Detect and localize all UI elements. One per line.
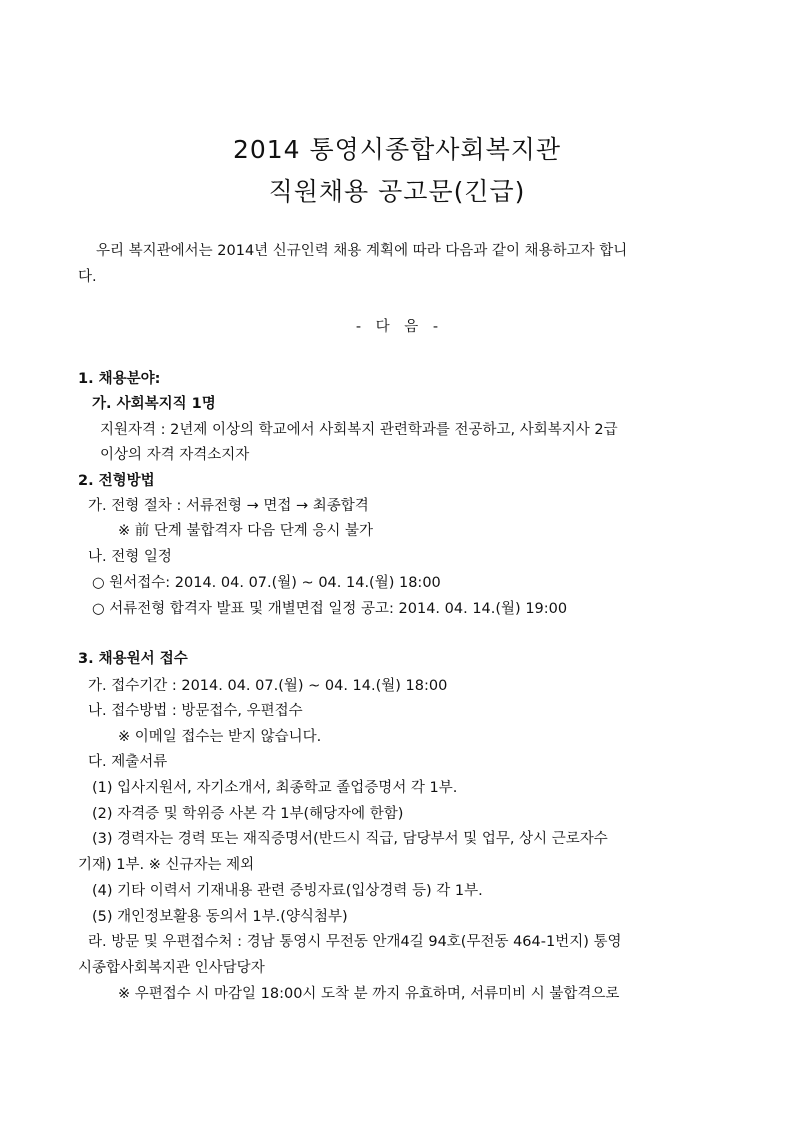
section1-qualification-line2: 이상의 자격 자격소지자	[100, 447, 250, 463]
section1-qualification-line1: 지원자격 : 2년제 이상의 학교에서 사회복지 관련학과를 전공하고, 사회복지사 2급	[100, 422, 618, 438]
section3-document-5: (5) 개인정보활용 동의서 1부.(양식첨부)	[92, 909, 348, 925]
document-title-line2: 직원채용 공고문(긴급)	[268, 177, 526, 206]
section2-schedule-item1: ○ 원서접수: 2014. 04. 07.(월) ~ 04. 14.(월) 18:00	[92, 575, 441, 591]
section3-submission-place-line2: 시종합사회복지관 인사담당자	[78, 960, 265, 976]
section2-procedure: 가. 전형 절차 : 서류전형 → 면접 → 최종합격	[88, 498, 369, 514]
section2-procedure-note: ※ 前 단계 불합격자 다음 단계 응시 불가	[118, 523, 374, 539]
section3-heading: 3. 채용원서 접수	[78, 651, 188, 667]
section3-submission-note: ※ 우편접수 시 마감일 18:00시 도착 분 까지 유효하며, 서류미비 시 불합격으로	[118, 986, 620, 1002]
section3-submission-place-line1: 라. 방문 및 우편접수처 : 경남 통영시 무전동 안개4길 94호(무전동 464-1번지) 통영	[88, 934, 622, 950]
section1-heading: 1. 채용분야:	[78, 371, 161, 387]
section3-document-2: (2) 자격증 및 학위증 사본 각 1부(해당자에 한함)	[92, 806, 404, 822]
section3-document-1: (1) 입사지원서, 자기소개서, 최종학교 졸업증명서 각 1부.	[92, 780, 458, 796]
section2-schedule-heading: 나. 전형 일정	[88, 549, 172, 565]
section2-heading: 2. 전형방법	[78, 473, 155, 489]
section3-method: 나. 접수방법 : 방문접수, 우편접수	[88, 703, 303, 719]
section3-method-note: ※ 이메일 접수는 받지 않습니다.	[118, 729, 322, 745]
da-eum-heading: - 다 음 -	[355, 319, 439, 335]
section2-schedule-item2: ○ 서류전형 합격자 발표 및 개별면접 일정 공고: 2014. 04. 14.(월) 19:00	[92, 601, 568, 617]
section3-documents-heading: 다. 제출서류	[88, 754, 168, 770]
section3-period: 가. 접수기간 : 2014. 04. 07.(월) ~ 04. 14.(월) 18:00	[88, 678, 448, 694]
section3-document-3-line2: 기재) 1부. ※ 신규자는 제외	[78, 857, 255, 873]
document-title-line1: 2014 통영시종합사회복지관	[232, 135, 562, 164]
section1-position: 가. 사회복지직 1명	[92, 396, 216, 412]
intro-line1: 우리 복지관에서는 2014년 신규인력 채용 계획에 따라 다음과 같이 채용하고자 합니	[96, 243, 628, 259]
section3-document-3-line1: (3) 경력자는 경력 또는 재직증명서(반드시 직급, 담당부서 및 업무, 상시 근로자수	[92, 831, 608, 847]
intro-line2: 다.	[78, 269, 97, 285]
section3-document-4: (4) 기타 이력서 기재내용 관련 증빙자료(입상경력 등) 각 1부.	[92, 883, 483, 899]
